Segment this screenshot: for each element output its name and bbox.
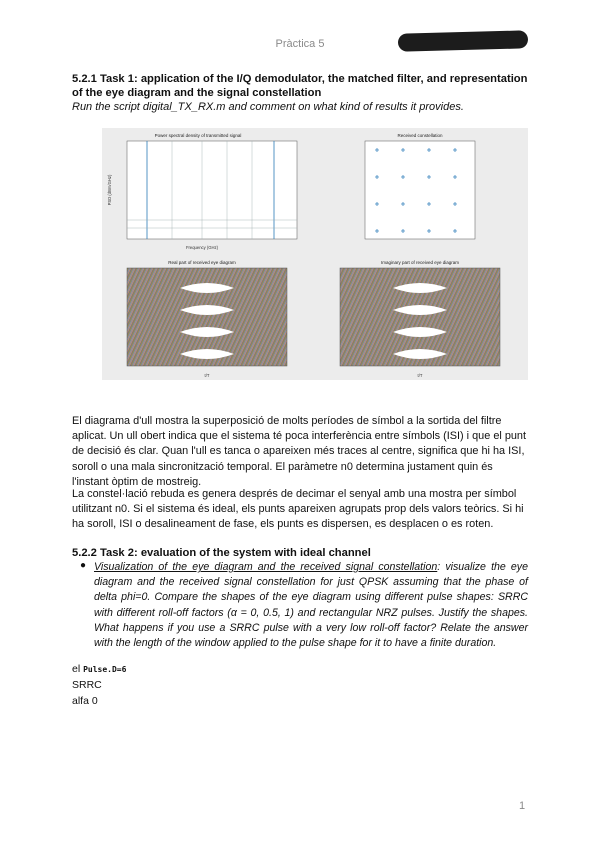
constellation-plot bbox=[365, 133, 475, 239]
task2-bullet-text bbox=[94, 560, 528, 651]
eye-diagram-imag bbox=[340, 260, 500, 378]
note-line-1-code: Pulse.D=6 bbox=[83, 665, 127, 674]
section-heading-task1: 5.2.1 Task 1: application of the I/Q demodulator, the matched filter, and representation of the eye diagram and the signal constellation bbox=[72, 73, 528, 99]
eye-real-xlabel: t/T bbox=[204, 373, 210, 378]
task2-bullet bbox=[80, 560, 528, 651]
note-line-3: alfa 0 bbox=[72, 695, 98, 707]
task2-bullet-rest: : visualize the eye diagram and the received signal constellation for just QPSK assuming that the phase of delta phi=0. Compare the shapes of the eye diagram using different pulse shapes: SRRC with different roll-off factors (α = 0, 0.5, 1) and rectangular NRZ pulses. Justify the shapes. What happens if you use a SRRC pulse with a very low roll-off factor? Relate the answer with the length of the window applied to the pulse shape for it to have a finite duration. bbox=[94, 561, 528, 650]
psd-xlabel: Frequency (GHz) bbox=[185, 245, 219, 250]
note-line-1 bbox=[72, 662, 126, 677]
eye-imag-xlabel: t/T bbox=[417, 373, 423, 378]
note-line-2: SRRC bbox=[72, 679, 102, 691]
page-header-title: Pràctica 5 bbox=[275, 38, 325, 50]
section-heading-task2: 5.2.2 Task 2: evaluation of the system with ideal channel bbox=[72, 547, 371, 559]
psd-title: Power spectral density of transmitted signal bbox=[154, 133, 242, 138]
constellation-title: Received constellation bbox=[397, 133, 443, 138]
eye-real-title: Real part of received eye diagram bbox=[168, 260, 236, 265]
task1-instruction: Run the script digital_TX_RX.m and comment on what kind of results it provides. bbox=[72, 101, 464, 113]
results-figure bbox=[102, 128, 528, 380]
psd-ylabel: PSD (dBm/GHz) bbox=[107, 174, 112, 206]
eye-imag-title: Imaginary part of received eye diagram bbox=[380, 260, 460, 265]
paragraph-constellation: La constel·lació rebuda es genera després de decimar el senyal amb una mostra per símbol utilitzant n0. Si el sistema és ideal, els punts apareixen agrupats prop dels valors teòrics. Si hi ha soroll, ISI o desalineament de fase, els punts es dispersen, es desplacen o es roten. bbox=[72, 488, 524, 531]
eye-diagram-real bbox=[127, 260, 287, 378]
page-number: 1 bbox=[519, 800, 526, 812]
figure-svg bbox=[102, 128, 528, 380]
task2-bullet-lead: Visualization of the eye diagram and the received signal constellation bbox=[94, 561, 438, 573]
redacted-name-mark bbox=[398, 30, 528, 51]
paragraph-eye-diagram: El diagrama d'ull mostra la superposició de molts períodes de símbol a la sortida del filtre aplicat. Un ull obert indica que el sistema té poca interferència entre símbols (ISI) i que el punt de decisió és clar. Quan l'ull es tanca o apareixen més traces al centre, significa que hi ha ISI, soroll o una mala sincronització temporal. El paràmetre n0 determina justament quin és l'instant òptim de mostreig. bbox=[72, 415, 527, 488]
note-line-1-prefix: el bbox=[72, 663, 84, 675]
psd-plot bbox=[107, 133, 297, 250]
bullet-dot-icon: ● bbox=[80, 560, 87, 571]
